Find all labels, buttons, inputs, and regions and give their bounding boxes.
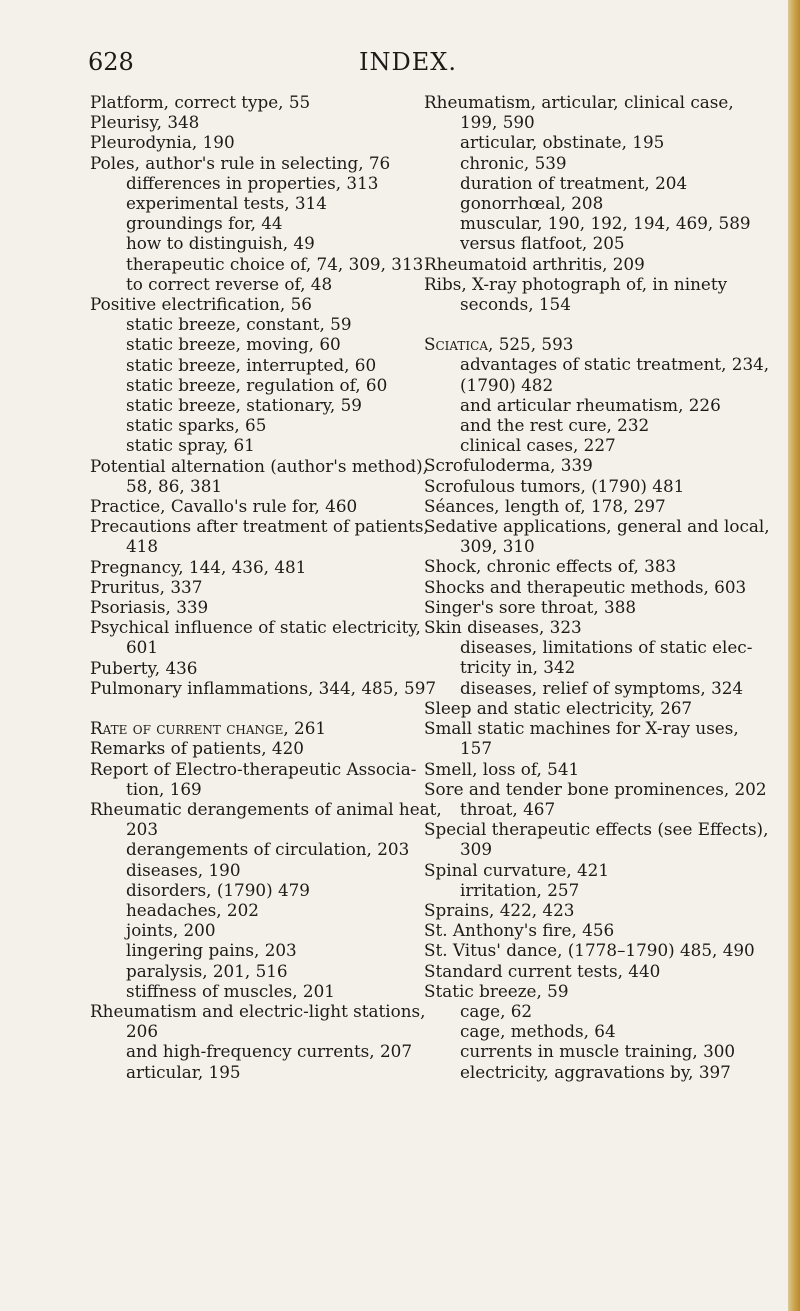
index-subentry: joints, 200 bbox=[126, 920, 216, 941]
index-entry: Pleurisy, 348 bbox=[90, 112, 200, 133]
index-entry: Rheumatism and electric-light stations, bbox=[90, 1000, 426, 1021]
index-subentry: static breeze, interrupted, 60 bbox=[126, 354, 377, 375]
index-subentry: to correct reverse of, 48 bbox=[126, 273, 333, 294]
index-subentry: static breeze, stationary, 59 bbox=[126, 395, 362, 416]
index-entry: St. Anthony's fire, 456 bbox=[424, 920, 615, 941]
index-entry: Platform, correct type, 55 bbox=[90, 92, 311, 112]
index-entry: Rate of current change, 261 bbox=[90, 718, 327, 739]
index-subentry: currents in muscle training, 300 bbox=[460, 1041, 736, 1062]
index-entry: Rheumatism, articular, clinical case, bbox=[424, 92, 734, 112]
index-entry: Spinal curvature, 421 bbox=[424, 859, 610, 880]
index-subentry: electricity, aggravations by, 397 bbox=[460, 1061, 731, 1082]
index-entry: Pulmonary inflammations, 344, 485, 597 bbox=[90, 677, 437, 698]
index-entry: Small static machines for X-ray uses, bbox=[424, 718, 739, 739]
index-subentry: static sparks, 65 bbox=[126, 415, 267, 436]
index-subentry: and high-frequency currents, 207 bbox=[126, 1041, 412, 1062]
index-entry: St. Vitus' dance, (1778–1790) 485, 490 bbox=[424, 940, 755, 961]
index-entry: Precautions after treatment of patients, bbox=[90, 516, 429, 537]
index-subentry: disorders, (1790) 479 bbox=[126, 879, 310, 900]
page-title: INDEX. bbox=[359, 48, 457, 76]
index-subentry: static spray, 61 bbox=[126, 435, 255, 456]
index-subentry: 206 bbox=[126, 1021, 159, 1042]
index-subentry: and the rest cure, 232 bbox=[460, 415, 650, 436]
index-subentry: throat, 467 bbox=[460, 798, 556, 819]
index-subentry: cage, methods, 64 bbox=[460, 1021, 616, 1042]
index-subentry: headaches, 202 bbox=[126, 899, 259, 920]
index-subentry: and articular rheumatism, 226 bbox=[460, 394, 721, 415]
index-entry: Rheumatoid arthritis, 209 bbox=[424, 253, 645, 274]
index-subentry: stiffness of muscles, 201 bbox=[126, 980, 335, 1001]
index-entry: Rheumatic derangements of animal heat, bbox=[90, 798, 442, 819]
index-subentry: diseases, limitations of static elec- bbox=[460, 637, 753, 658]
index-entry: Sleep and static electricity, 267 bbox=[424, 697, 693, 718]
index-entry: Remarks of patients, 420 bbox=[90, 738, 304, 759]
index-entry: Shock, chronic effects of, 383 bbox=[424, 556, 677, 577]
index-entry: Sciatica, 525, 593 bbox=[424, 334, 574, 355]
index-column-left bbox=[90, 92, 442, 1082]
index-subentry: diseases, 190 bbox=[126, 859, 241, 880]
index-entry: Sprains, 422, 423 bbox=[424, 899, 575, 920]
index-entry: Pleurodynia, 190 bbox=[90, 132, 235, 153]
index-entry: Sore and tender bone prominences, 202 bbox=[424, 778, 767, 799]
index-entry: Special therapeutic effects (see Effects), bbox=[424, 819, 769, 840]
index-entry: Pruritus, 337 bbox=[90, 576, 203, 597]
index-subentry: diseases, relief of symptoms, 324 bbox=[460, 677, 744, 698]
index-entry: Smell, loss of, 541 bbox=[424, 758, 580, 779]
index-entry: Ribs, X-ray photograph of, in ninety bbox=[424, 273, 728, 294]
index-entry: Séances, length of, 178, 297 bbox=[424, 495, 666, 516]
index-entry: Scrofulous tumors, (1790) 481 bbox=[424, 475, 685, 496]
index-subentry: lingering pains, 203 bbox=[126, 940, 297, 961]
index-entry: Singer's sore throat, 388 bbox=[424, 596, 637, 617]
index-subentry: versus flatfoot, 205 bbox=[460, 233, 625, 254]
index-subentry: experimental tests, 314 bbox=[126, 193, 327, 214]
index-subentry: muscular, 190, 192, 194, 469, 589 bbox=[460, 213, 751, 234]
index-entry: Pregnancy, 144, 436, 481 bbox=[90, 556, 307, 577]
index-subentry: how to distinguish, 49 bbox=[126, 233, 315, 254]
index-entry: Positive electrification, 56 bbox=[90, 294, 312, 315]
index-entry: Static breeze, 59 bbox=[424, 980, 569, 1001]
index-subentry: 58, 86, 381 bbox=[126, 475, 223, 496]
index-subentry: paralysis, 201, 516 bbox=[126, 960, 288, 981]
index-entry: Shocks and therapeutic methods, 603 bbox=[424, 576, 747, 597]
index-subentry: 601 bbox=[126, 637, 159, 658]
index-entry: Skin diseases, 323 bbox=[424, 617, 582, 638]
index-subentry: seconds, 154 bbox=[460, 294, 571, 315]
index-entry: Potential alternation (author's method), bbox=[90, 455, 428, 476]
index-subentry: 309, 310 bbox=[460, 536, 535, 557]
index-subentry: gonorrhœal, 208 bbox=[460, 193, 604, 214]
index-entry: Psychical influence of static electricity, bbox=[90, 617, 421, 638]
index-subentry: irritation, 257 bbox=[460, 879, 580, 900]
index-subentry: articular, 195 bbox=[126, 1061, 241, 1082]
index-entry: Puberty, 436 bbox=[90, 657, 198, 678]
index-subentry: 157 bbox=[460, 738, 493, 759]
index-entry: Psoriasis, 339 bbox=[90, 597, 209, 618]
index-subentry: duration of treatment, 204 bbox=[460, 172, 688, 193]
index-entry: Practice, Cavallo's rule for, 460 bbox=[90, 496, 358, 517]
index-subentry: differences in properties, 313 bbox=[126, 172, 379, 193]
index-entry: Standard current tests, 440 bbox=[424, 960, 661, 981]
index-subentry: static breeze, moving, 60 bbox=[126, 334, 341, 355]
index-subentry: 203 bbox=[126, 819, 159, 840]
index-entry: Scrofuloderma, 339 bbox=[424, 455, 593, 476]
index-subentry: derangements of circulation, 203 bbox=[126, 839, 410, 860]
index-subentry: 418 bbox=[126, 536, 159, 557]
index-entry: Sedative applications, general and local, bbox=[424, 516, 770, 537]
page-header bbox=[88, 48, 728, 88]
index-subentry: static breeze, constant, 59 bbox=[126, 314, 352, 335]
index-subentry: cage, 62 bbox=[460, 1000, 533, 1021]
page-number: 628 bbox=[88, 48, 134, 76]
index-subentry: tricity in, 342 bbox=[460, 657, 576, 678]
index-subentry: 199, 590 bbox=[460, 112, 535, 133]
index-subentry: tion, 169 bbox=[126, 778, 202, 799]
index-entry: Report of Electro-therapeutic Associa- bbox=[90, 758, 417, 779]
index-column-right bbox=[424, 92, 770, 1082]
index-subentry: 309 bbox=[460, 839, 493, 860]
index-subentry: groundings for, 44 bbox=[126, 213, 283, 234]
index-subentry: (1790) 482 bbox=[460, 374, 554, 395]
page-edge bbox=[788, 0, 800, 1311]
index-entry: Poles, author's rule in selecting, 76 bbox=[90, 152, 391, 173]
index-subentry: advantages of static treatment, 234, bbox=[460, 354, 770, 375]
index-subentry: therapeutic choice of, 74, 309, 313 bbox=[126, 253, 424, 274]
index-subentry: chronic, 539 bbox=[460, 152, 567, 173]
index-subentry: clinical cases, 227 bbox=[460, 435, 616, 456]
index-subentry: static breeze, regulation of, 60 bbox=[126, 374, 388, 395]
index-subentry: articular, obstinate, 195 bbox=[460, 132, 665, 153]
